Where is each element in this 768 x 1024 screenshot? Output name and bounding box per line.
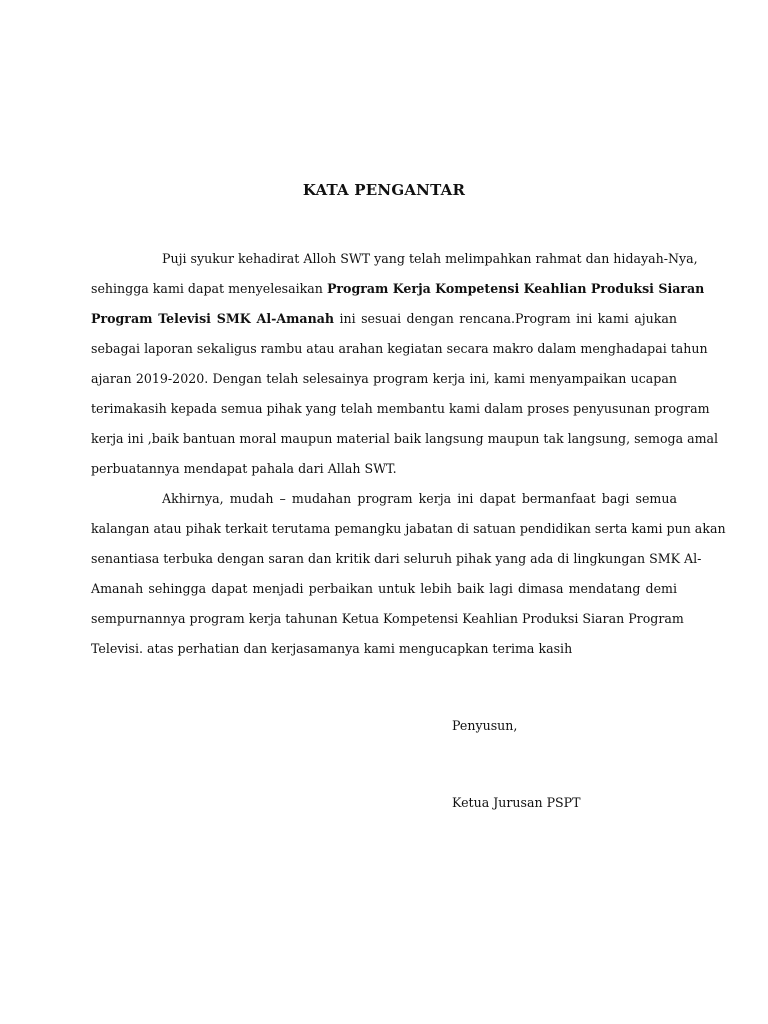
text-run: sehingga kami dapat menyelesaikan [91,281,323,296]
paragraph-line: sempurnannya program kerja tahunan Ketua Kompetensi Keahlian Produksi Siaran Program [91,611,684,626]
paragraph-line: senantiasa terbuka dengan saran dan kritik dari seluruh pihak yang ada di lingkungan SMK Al- [91,551,702,566]
bold-text-run: Program Kerja Kompetensi Keahlian Produksi Siaran [326,281,705,296]
paragraph-line: terimakasih kepada semua pihak yang telah membantu kami dalam proses penyusunan program [91,401,710,416]
paragraph-line: perbuatannya mendapat pahala dari Allah SWT. [91,461,397,476]
paragraph-line: Televisi. atas perhatian dan kerjasamanya kami mengucapkan terima kasih [91,641,573,656]
paragraph-line: kerja ini ,baik bantuan moral maupun material baik langsung maupun tak langsung, semoga amal [91,431,719,446]
page-title: KATA PENGANTAR [302,181,466,199]
paragraph-line: sebagai laporan sekaligus rambu atau arahan kegiatan secara makro dalam menghadapai tahun [91,341,708,356]
paragraph-line [91,279,705,299]
paragraph-line: ajaran 2019-2020. Dengan telah selesainya program kerja ini, kami menyampaikan ucapan [91,371,677,386]
bold-text-run: Program Televisi SMK Al-Amanah [91,311,335,326]
signature-closing: Penyusun, [452,718,518,733]
paragraph-line: kalangan atau pihak terkait terutama pemangku jabatan di satuan pendidikan serta kami pun akan [91,521,726,536]
signature-role: Ketua Jurusan PSPT [452,795,581,810]
paragraph-line: Amanah sehingga dapat menjadi perbaikan untuk lebih baik lagi dimasa mendatang demi [91,581,677,596]
paragraph-line: Akhirnya, mudah – mudahan program kerja ini dapat bermanfaat bagi semua [162,491,677,506]
paragraph-line: Puji syukur kehadirat Alloh SWT yang telah melimpahkan rahmat dan hidayah-Nya, [162,251,698,266]
text-run: ini sesuai dengan rencana.Program ini kami ajukan [339,311,677,326]
paragraph-line [91,309,677,329]
